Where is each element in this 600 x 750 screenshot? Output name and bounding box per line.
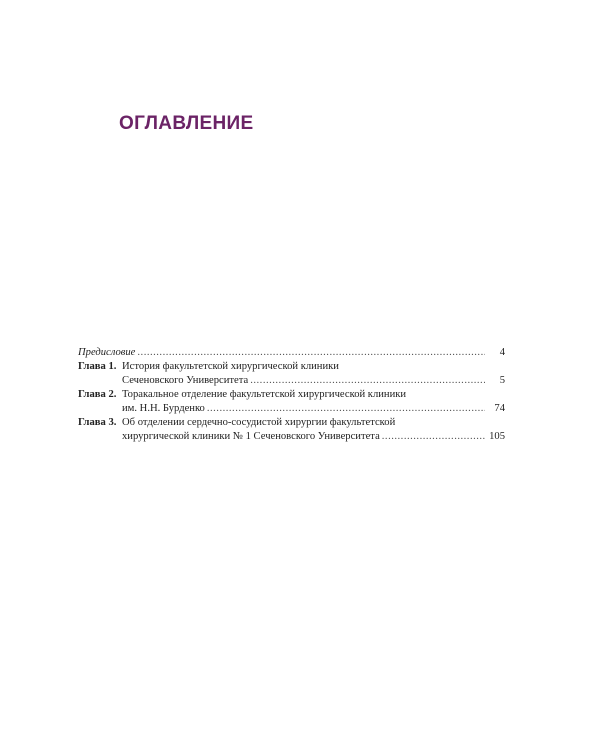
toc-leader-line: [122, 402, 505, 416]
dot-leader: [382, 430, 485, 444]
toc-entry-title: Предисловие: [78, 347, 136, 358]
page-title: ОГЛАВЛЕНИЕ: [119, 113, 254, 134]
toc-entry-chapter-3[interactable]: [78, 416, 505, 444]
toc-entry-title-last-line: им. Н.Н. Бурденко: [122, 403, 205, 414]
dot-leader: [207, 402, 485, 416]
toc-page-number: 5: [499, 375, 505, 386]
chapter-label: Глава 2.: [78, 389, 117, 400]
toc-page-number: 105: [489, 431, 505, 442]
toc-entry-chapter-2[interactable]: [78, 388, 505, 416]
toc-page-number: 74: [494, 403, 505, 414]
toc-leader-line: [78, 346, 505, 360]
toc-entry-title-line: История факультетской хирургической клиники: [122, 361, 339, 372]
toc-entry-title-last-line: Сеченовского Университета: [122, 375, 249, 386]
toc-entry-body: [122, 360, 505, 388]
toc-leader-line: [122, 430, 505, 444]
dot-leader: [137, 346, 485, 360]
chapter-label: Глава 1.: [78, 361, 117, 372]
toc-entry-title-last-line: хирургической клиники № 1 Сеченовского Университета: [122, 431, 380, 442]
toc-leader-line: [122, 374, 505, 388]
toc-page-number: 4: [499, 347, 505, 358]
toc-entry-body: [122, 416, 505, 444]
toc-entry-title-line: Торакальное отделение факультетской хирургической клиники: [122, 389, 407, 400]
toc-entry-chapter-1[interactable]: [78, 360, 505, 388]
table-of-contents: [78, 346, 505, 444]
toc-entry-preface[interactable]: [78, 346, 505, 360]
toc-entry-title-line: Об отделении сердечно-сосудистой хирургии факультетской: [122, 417, 396, 428]
chapter-label: Глава 3.: [78, 417, 117, 428]
toc-entry-body: [122, 388, 505, 416]
toc-entry-body: [78, 346, 505, 360]
dot-leader: [250, 374, 485, 388]
